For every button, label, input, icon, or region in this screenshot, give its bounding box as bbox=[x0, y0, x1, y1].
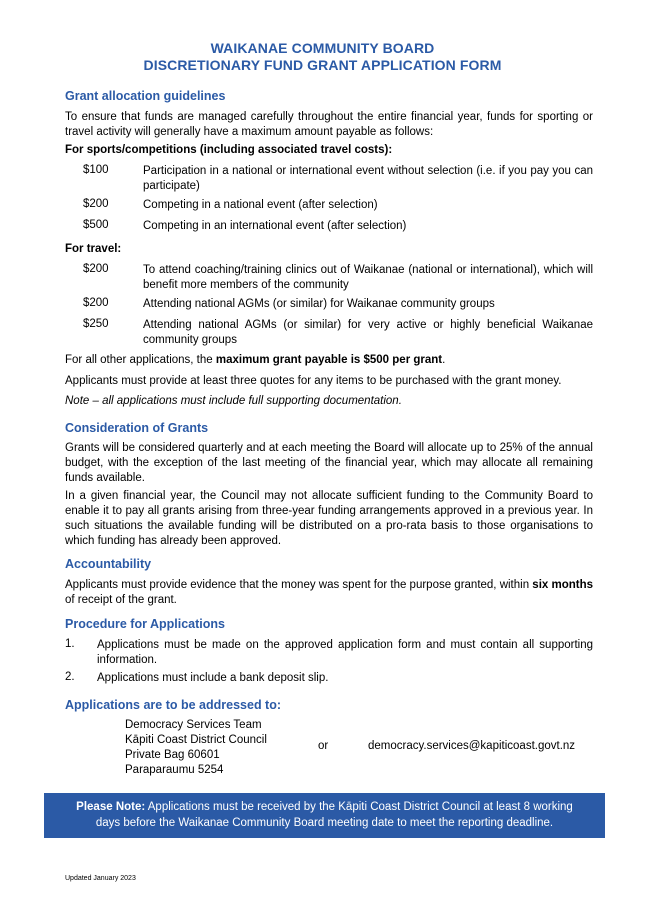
accountability-bold: six months bbox=[532, 579, 594, 591]
documentation-note-text: Note – all applications must include full supporting documentation. bbox=[65, 395, 402, 407]
contact-email: democracy.services@kapiticoast.govt.nz bbox=[368, 740, 576, 752]
procedure-item-1: Applications must be made on the approved application form and must contain all supporting information. bbox=[97, 639, 593, 666]
consideration-heading: Consideration of Grants bbox=[65, 421, 209, 435]
address-or: or bbox=[318, 740, 329, 752]
guidelines-intro: To ensure that funds are managed carefully throughout the entire financial year, funds for sporting or travel activity will generally have a maximum amount payable as follows: bbox=[65, 111, 593, 138]
procedure-number-1: 1. bbox=[65, 638, 75, 650]
max-grant-prefix: For all other applications, the bbox=[65, 354, 216, 366]
guidelines-heading: Grant allocation guidelines bbox=[65, 89, 226, 103]
documentation-note bbox=[65, 394, 593, 409]
sports-item-3: Competing in an international event (after selection) bbox=[143, 220, 407, 232]
travel-item-2: Attending national AGMs (or similar) for Waikanae community groups bbox=[143, 298, 495, 310]
quotes-text: Applicants must provide at least three quotes for any items to be purchased with the grant money. bbox=[65, 375, 562, 387]
address-line-1: Democracy Services Team bbox=[125, 719, 262, 731]
notice-label: Please Note: bbox=[76, 801, 146, 813]
notice-line-1 bbox=[44, 799, 605, 815]
consideration-para-1: Grants will be considered quarterly and at each meeting the Board will allocate up to 25% of the annual budget, with the exception of the last meeting of the financial year, which may allocate all remaining funds available. bbox=[65, 442, 593, 484]
updated-date: Updated January 2023 bbox=[65, 875, 136, 882]
consideration-para-2: In a given financial year, the Council may not allocate sufficient funding to the Community Board to enable it to pay all grants arising from three-year funding arrangements approved in a previous year. In such situations the available funding will be distributed on a pro-rata basis to those organisations to which funding has already been approved. bbox=[65, 490, 593, 547]
sports-item-1: Participation in a national or international event without selection (i.e. if you pay you can participate) bbox=[143, 165, 593, 192]
travel-amount-1: $200 bbox=[83, 263, 109, 275]
notice-text-1: Applications must be received by the Kāpiti Coast District Council at least 8 working bbox=[145, 801, 573, 813]
address-line-2: Kāpiti Coast District Council bbox=[125, 734, 267, 746]
accountability-prefix: Applicants must provide evidence that the money was spent for the purpose granted, within bbox=[65, 579, 533, 591]
max-grant-suffix: . bbox=[442, 354, 446, 366]
travel-item-3: Attending national AGMs (or similar) for very active or highly beneficial Waikanae community groups bbox=[143, 319, 593, 346]
sports-amount-1: $100 bbox=[83, 164, 109, 176]
travel-heading: For travel: bbox=[65, 243, 122, 255]
address-heading: Applications are to be addressed to: bbox=[65, 698, 282, 712]
procedure-item-2: Applications must include a bank deposit slip. bbox=[97, 672, 329, 684]
deadline-notice bbox=[44, 793, 605, 838]
max-grant-text bbox=[65, 353, 593, 368]
travel-amount-3: $250 bbox=[83, 318, 109, 330]
travel-item-1: To attend coaching/training clinics out of Waikanae (national or international), which will benefit more members of the community bbox=[143, 264, 593, 291]
form-title-line2: DISCRETIONARY FUND GRANT APPLICATION FORM bbox=[143, 57, 502, 73]
accountability-text bbox=[65, 578, 593, 608]
procedure-heading: Procedure for Applications bbox=[65, 617, 225, 631]
sports-heading: For sports/competitions (including associated travel costs): bbox=[65, 144, 393, 156]
max-grant-bold: maximum grant payable is $500 per grant bbox=[215, 354, 443, 366]
address-line-4: Paraparaumu 5254 bbox=[125, 764, 224, 776]
accountability-suffix: of receipt of the grant. bbox=[65, 594, 177, 606]
travel-amount-2: $200 bbox=[83, 297, 109, 309]
address-line-3: Private Bag 60601 bbox=[125, 749, 220, 761]
sports-item-2: Competing in a national event (after selection) bbox=[143, 199, 378, 211]
notice-line-2: days before the Waikanae Community Board meeting date to meet the reporting deadline. bbox=[95, 817, 554, 829]
form-title-line1: WAIKANAE COMMUNITY BOARD bbox=[210, 40, 435, 56]
procedure-number-2: 2. bbox=[65, 671, 75, 683]
sports-amount-2: $200 bbox=[83, 198, 109, 210]
sports-amount-3: $500 bbox=[83, 219, 109, 231]
accountability-heading: Accountability bbox=[65, 557, 152, 571]
